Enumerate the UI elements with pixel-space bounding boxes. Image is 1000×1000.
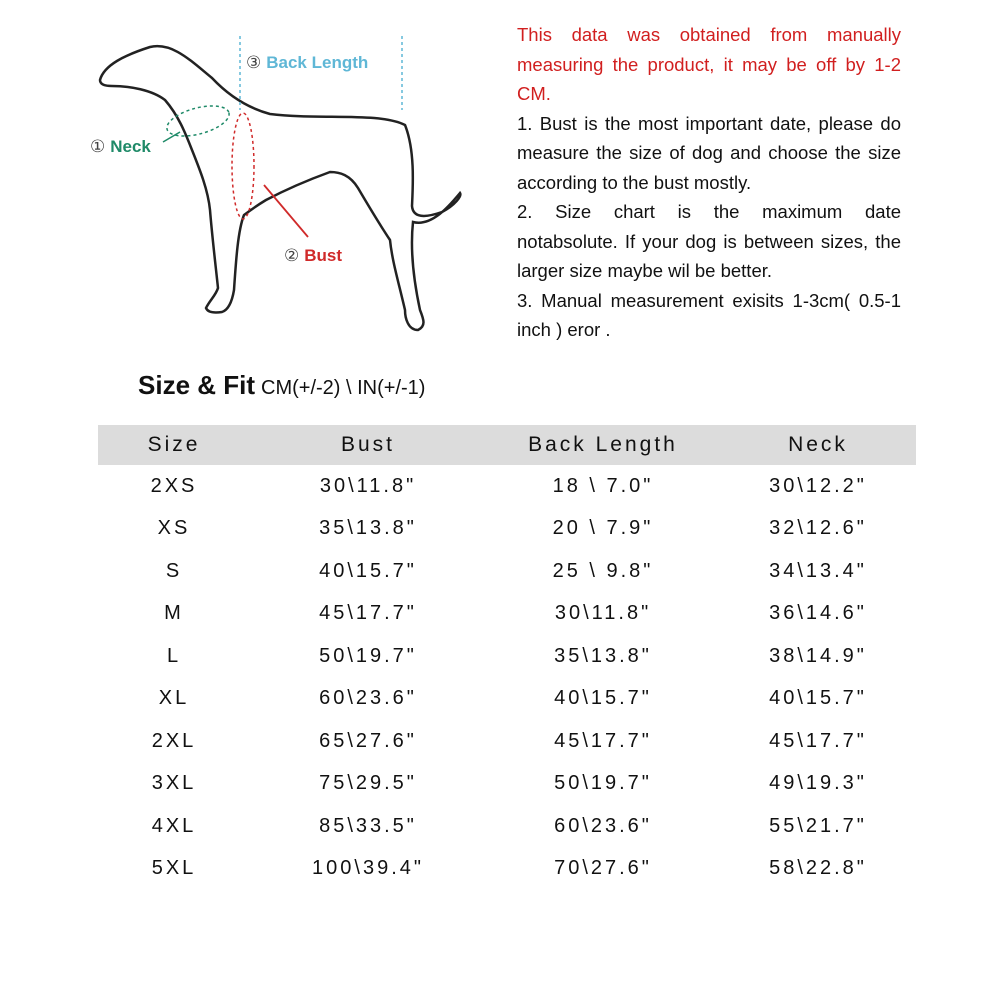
back-length-cell: 40\15.7" (554, 687, 652, 710)
size-cell: XS (157, 517, 191, 540)
table-row (98, 848, 916, 891)
table-row (98, 508, 916, 551)
neck-number: ① (90, 137, 106, 156)
size-cell: 2XS (150, 474, 198, 497)
header-back-length: Back Length (486, 425, 720, 465)
size-cell: L (166, 644, 182, 667)
bust-cell: 65\27.6" (319, 729, 417, 752)
size-cell: 2XL (151, 729, 197, 752)
size-fit-units: CM(+/-2) \ IN(+/-1) (261, 377, 426, 399)
accuracy-warning: This data was obtained from manually measuring the product, it may be off by 1-2 CM. (517, 24, 901, 104)
size-fit-title: Size & Fit (138, 370, 256, 400)
note-item: 2. Size chart is the maximum date notabsolute. If your dog is between sizes, the larger size maybe wil be better. (517, 201, 901, 281)
back-length-cell: 20 \ 7.9" (552, 517, 654, 540)
back-length-cell: 25 \ 9.8" (552, 559, 654, 582)
bust-text: Bust (304, 246, 343, 265)
bust-measure-loop (232, 113, 254, 219)
neck-cell: 30\12.2" (769, 474, 867, 497)
bust-cell: 100\39.4" (312, 857, 424, 880)
table-row (98, 465, 916, 508)
back-length-number: ③ (246, 53, 262, 72)
note-item: 3. Manual measurement exisits 1-3cm( 0.5-1 inch ) eror . (517, 289, 901, 340)
back-length-cell: 70\27.6" (554, 857, 652, 880)
bust-number: ② (284, 246, 300, 265)
bust-cell: 60\23.6" (319, 687, 417, 710)
neck-cell: 49\19.3" (769, 772, 867, 795)
neck-cell: 34\13.4" (769, 559, 867, 582)
size-cell: S (165, 559, 183, 582)
size-cell: M (164, 602, 184, 625)
bust-cell: 75\29.5" (319, 772, 417, 795)
header-bust: Bust (250, 425, 486, 465)
table-row (98, 635, 916, 678)
size-cell: 3XL (151, 772, 197, 795)
back-length-text: Back Length (266, 53, 369, 72)
table-row (98, 593, 916, 636)
size-cell: XL (158, 687, 190, 710)
bust-cell: 45\17.7" (319, 602, 417, 625)
neck-cell: 32\12.6" (769, 517, 867, 540)
size-fit-heading (138, 370, 425, 401)
back-length-cell: 50\19.7" (554, 772, 652, 795)
size-cell: 5XL (151, 857, 197, 880)
table-header-row (98, 425, 916, 465)
bust-cell: 40\15.7" (319, 559, 417, 582)
back-length-label (246, 53, 368, 73)
neck-cell: 55\21.7" (769, 814, 867, 837)
bust-cell: 50\19.7" (319, 644, 417, 667)
size-chart-table (98, 425, 916, 890)
bust-cell: 85\33.5" (319, 814, 417, 837)
neck-cell: 38\14.9" (769, 644, 867, 667)
neck-text: Neck (110, 137, 151, 156)
back-length-cell: 30\11.8" (554, 602, 652, 625)
back-length-cell: 18 \ 7.0" (552, 474, 654, 497)
dog-measurement-diagram (0, 0, 500, 370)
neck-cell: 40\15.7" (769, 687, 867, 710)
back-length-cell: 60\23.6" (554, 814, 652, 837)
header-size: Size (98, 425, 250, 465)
neck-cell: 58\22.8" (769, 857, 867, 880)
header-neck: Neck (720, 425, 916, 465)
table-row (98, 720, 916, 763)
neck-cell: 45\17.7" (769, 729, 867, 752)
back-length-cell: 35\13.8" (554, 644, 652, 667)
back-length-cell: 45\17.7" (554, 729, 652, 752)
bust-cell: 35\13.8" (319, 517, 417, 540)
neck-label (90, 137, 151, 157)
measurement-notes (517, 20, 901, 345)
size-cell: 4XL (151, 814, 197, 837)
bust-cell: 30\11.8" (319, 474, 417, 497)
table-row (98, 678, 916, 721)
table-row (98, 805, 916, 848)
table-row (98, 550, 916, 593)
note-item: 1. Bust is the most important date, please do measure the size of dog and choose the size according to the bust mostly. (517, 112, 901, 193)
bust-label (284, 246, 342, 266)
table-row (98, 763, 916, 806)
bust-pointer-line (264, 185, 308, 237)
neck-cell: 36\14.6" (769, 602, 867, 625)
